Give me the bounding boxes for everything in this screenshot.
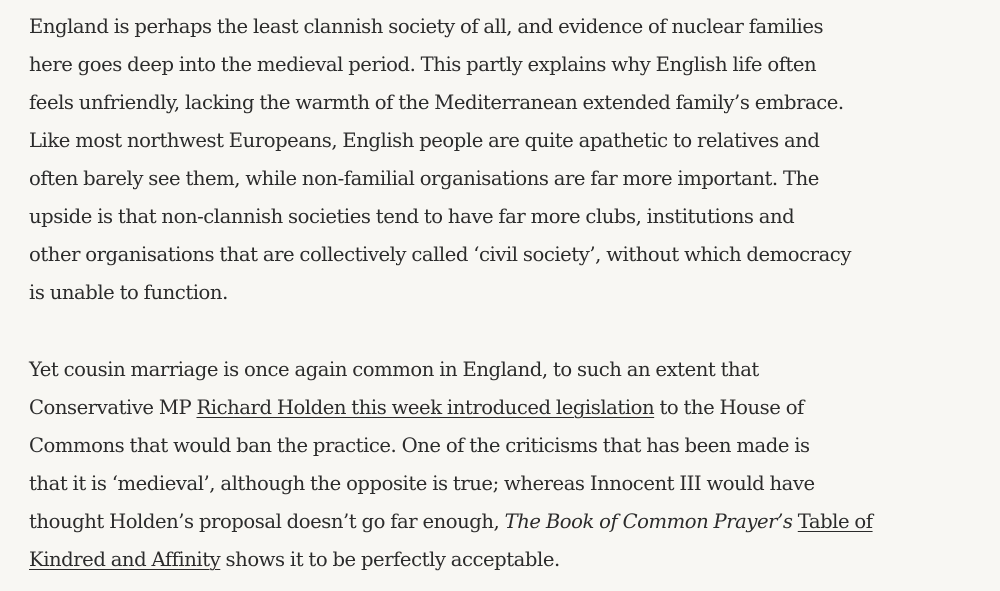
paragraph-line xyxy=(29,541,989,579)
paragraph-line: Commons that would ban the practice. One of the criticisms that has been made is xyxy=(29,434,810,457)
paragraph-line: here goes deep into the medieval period. This partly explains why English life often xyxy=(29,53,817,76)
paragraph-clannish-society xyxy=(29,8,989,312)
paragraph-line: that it is ‘medieval’, although the opposite is true; whereas Innocent III would have xyxy=(29,472,815,495)
holden-legislation-link[interactable]: Richard Holden this week introduced legislation xyxy=(196,396,655,419)
article-body xyxy=(29,8,989,579)
paragraph-line: Yet cousin marriage is once again common in England, to such an extent that xyxy=(29,358,759,381)
paragraph-line: upside is that non-clannish societies tend to have far more clubs, institutions and xyxy=(29,205,795,228)
paragraph-line xyxy=(29,503,989,541)
paragraph-line: often barely see them, while non-familial organisations are far more important. The xyxy=(29,167,819,190)
paragraph-line: feels unfriendly, lacking the warmth of the Mediterranean extended family’s embrace. xyxy=(29,91,844,114)
paragraph-cousin-marriage xyxy=(29,351,989,579)
text-span: Conservative MP xyxy=(29,396,197,419)
table-of-kindred-link[interactable]: Table of xyxy=(797,510,873,533)
paragraph-spacer xyxy=(29,312,989,351)
text-span: thought Holden’s proposal doesn’t go far enough, xyxy=(29,510,505,533)
paragraph-line: is unable to function. xyxy=(29,281,228,304)
table-of-kindred-link-continued[interactable]: Kindred and Affinity xyxy=(29,548,221,571)
text-span: shows it to be perfectly acceptable. xyxy=(220,548,560,571)
paragraph-line xyxy=(29,389,989,427)
text-span: to the House of xyxy=(654,396,804,419)
paragraph-line: England is perhaps the least clannish society of all, and evidence of nuclear families xyxy=(29,15,824,38)
paragraph-line: Like most northwest Europeans, English people are quite apathetic to relatives and xyxy=(29,129,820,152)
book-title-italic: The Book of Common Prayer’s xyxy=(504,510,793,533)
paragraph-line: other organisations that are collectively called ‘civil society’, without which democracy xyxy=(29,243,851,266)
